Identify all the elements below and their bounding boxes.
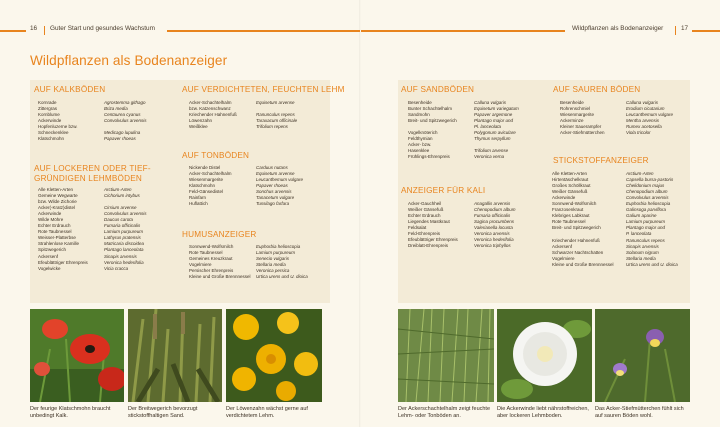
plant-list-item: Equisetum arvense bbox=[256, 100, 295, 105]
plant-list-item: Kleine und Große Brennnessel bbox=[552, 261, 614, 267]
plant-list-item: Spitzwegerich bbox=[38, 247, 67, 253]
plant-list-item: Sagina procumbens bbox=[474, 219, 515, 225]
plant-list-item: Briza media bbox=[104, 106, 128, 112]
plant-list-item: Sonchus arvensis bbox=[256, 189, 292, 195]
plant-list-item: Klebriges Labkraut bbox=[552, 213, 590, 219]
list-locker-common bbox=[38, 187, 88, 272]
plant-list-item: Leucanthemum vulgare bbox=[256, 177, 304, 183]
plant-list-item: Hopfenluzerne bzw. bbox=[38, 124, 78, 130]
plant-list-item: Arctium-Arten bbox=[104, 187, 132, 192]
plant-list-item: Chenopodium album bbox=[626, 189, 668, 195]
plant-list-item: Rote Taubnessel bbox=[38, 229, 72, 235]
caption-bindweed bbox=[497, 406, 593, 420]
plant-list-item: Feld-Ehrenpreis bbox=[408, 231, 441, 237]
list-locker-latin bbox=[104, 187, 147, 272]
plant-list-item: Ackersenf bbox=[38, 253, 59, 259]
right-chapter-title: Wildpflanzen als Bodenanzeiger bbox=[572, 25, 664, 32]
plant-list-item: Rohrenschmiel bbox=[560, 106, 591, 112]
plant-list-item: Veronica triphyllos bbox=[474, 243, 511, 249]
caption-plantain-line1: Der Breitwegerich bevorzugt bbox=[128, 406, 198, 412]
plant-list-item: Acker-Gauchheil bbox=[408, 201, 442, 206]
caption-pansy-line1: Das Acker-Stiefmütterchen fühlt sich bbox=[595, 406, 684, 412]
plant-list-item: Acker(-Kratz)distel bbox=[38, 205, 76, 211]
pansy-photo bbox=[595, 309, 690, 402]
plant-list-item: Sinapis arvensis bbox=[626, 243, 659, 249]
plant-list-item: Vogelwicke bbox=[38, 265, 61, 271]
plant-list-item: Plantago major und bbox=[474, 118, 514, 124]
right-page-number: 17 bbox=[681, 25, 689, 32]
plant-list-item: Calluna vulgaris bbox=[474, 100, 507, 105]
plant-list-item: Veronica hederifolia bbox=[104, 259, 144, 265]
plant-list-item: Gemeines Kreuzkraut bbox=[189, 256, 233, 262]
plant-list-item: Urtica urens und U. dioica bbox=[256, 274, 308, 280]
plant-list-item: Weißklee bbox=[189, 124, 208, 130]
poppy-photo bbox=[30, 309, 124, 402]
plant-list-item: Chenopodium album bbox=[474, 207, 516, 213]
plant-list-item: Löwenzahn bbox=[189, 118, 213, 124]
caption-plantain bbox=[128, 406, 224, 420]
heading-kalk: AUF KALKBÖDEN bbox=[34, 85, 106, 94]
plant-list-item: Arctium-Arten bbox=[626, 171, 654, 176]
caption-bindweed-line1: Die Ackerwinde liebt nährstoffreichen, bbox=[497, 406, 589, 412]
heading-locker bbox=[34, 164, 151, 183]
header-rule-left-outer bbox=[0, 30, 26, 32]
plant-list-item: bzw. Katzenschwanz bbox=[189, 106, 231, 112]
plant-list-item: Huflattich bbox=[189, 201, 208, 207]
plant-list-item: Mentha arvensis bbox=[626, 118, 660, 124]
plant-list-item: Papaver rhoeas bbox=[104, 136, 136, 142]
caption-horsetail bbox=[398, 406, 494, 420]
plant-list-item: Besenheide bbox=[560, 100, 584, 105]
plant-list-item: Ackersenf bbox=[552, 243, 573, 249]
plant-list-item: Papaver argemone bbox=[474, 112, 513, 118]
plant-list-item: Galium aparine bbox=[626, 213, 657, 219]
plant-list-item: Persischer Ehrenpreis bbox=[189, 268, 234, 274]
plant-list-item: Ranunculus repens bbox=[626, 237, 665, 243]
plant-list-item: Fumaria officinalis bbox=[104, 223, 141, 229]
dandelion-photo bbox=[226, 309, 322, 402]
plant-list-item: Sinapis arvensis bbox=[104, 253, 137, 259]
plant-list-item: Lamium purpureum bbox=[626, 219, 666, 225]
plant-list-item: Kornrade bbox=[38, 100, 57, 105]
plant-list-item: Rumex acetosella bbox=[626, 124, 662, 130]
plant-list-item: Convolvulus arvensis bbox=[104, 211, 147, 217]
plant-list-item: Strahlenlose Kamille bbox=[38, 241, 80, 247]
plant-list-item: Feldsalat bbox=[408, 225, 427, 231]
plantain-photo bbox=[128, 309, 222, 402]
list-sand-common bbox=[408, 100, 457, 160]
plant-list-item: Anagallis arvensis bbox=[474, 201, 511, 206]
plant-list-item: Centaurea cyanus bbox=[104, 112, 141, 118]
header-rule-right bbox=[361, 30, 565, 32]
plant-list-item: Kriechender Hahnenfuß bbox=[189, 112, 237, 118]
plant-list-item: Pl. lanceolata bbox=[474, 124, 502, 130]
list-humus-common bbox=[189, 244, 251, 280]
plant-list-item: Rainfarn bbox=[189, 195, 207, 201]
caption-pansy bbox=[595, 406, 691, 420]
plant-list-item: Matricaria discoidea bbox=[104, 241, 145, 247]
plant-list-item: Wilde Möhre bbox=[38, 217, 64, 223]
plant-list-item: Fumaria officinalis bbox=[474, 213, 511, 219]
plant-list-item: Franzosenkraut bbox=[552, 207, 584, 213]
plant-list-item: Vicia cracca bbox=[104, 265, 129, 271]
plant-list-item: Nickende Distel bbox=[189, 165, 221, 170]
plant-list-item: Efeublättriger Ehrenpreis bbox=[408, 237, 458, 243]
plant-list-item: Rote Taubnessel bbox=[189, 250, 223, 256]
plant-list-item: Weißer Gänsefuß bbox=[552, 189, 588, 195]
plant-list-item: Ranunculus repens bbox=[256, 112, 295, 118]
plant-list-item: Ackerwinde bbox=[552, 195, 576, 201]
plant-list-item: Bunter Schachtelhalm bbox=[408, 106, 453, 112]
plant-list-item: Trifolium repens bbox=[256, 124, 288, 130]
caption-dandelion bbox=[226, 406, 322, 420]
heading-locker-line1: AUF LOCKEREN ODER TIEF- bbox=[34, 164, 151, 173]
plant-list-item: Sonnwend-Wolfsmilch bbox=[189, 244, 234, 249]
plant-list-item: Urtica urens und U. dioica bbox=[626, 261, 678, 267]
plant-list-item: Breit- und Spitzwegerich bbox=[408, 118, 457, 124]
plant-list-item: Kleine und Große Brennnessel bbox=[189, 274, 251, 280]
plant-list-item: Lamium purpureum bbox=[256, 250, 296, 256]
plant-list-item: Gemeine Wegwarte bbox=[38, 193, 78, 199]
plant-list-item: Leucanthemum vulgare bbox=[626, 112, 674, 118]
plant-list-item: Valerianella locusta bbox=[474, 225, 513, 231]
plant-list-item: Zittergras bbox=[38, 106, 58, 112]
plant-list-item: Dreiblatt-Ehrenpreis bbox=[408, 243, 449, 249]
list-humus-latin bbox=[256, 244, 308, 280]
plant-list-item: Sandmohn bbox=[408, 112, 430, 118]
list-sauer-latin bbox=[626, 100, 673, 136]
heading-kali: ANZEIGER FÜR KALI bbox=[401, 186, 486, 195]
plant-list-item: Polygonum aviculare bbox=[474, 130, 516, 136]
heading-humus: HUMUSANZEIGER bbox=[182, 230, 257, 239]
plant-list-item: Klatschmohn bbox=[189, 183, 216, 189]
plant-list-item: Cichorium intybus bbox=[104, 193, 140, 199]
plant-list-item: Chelidonium majus bbox=[626, 183, 665, 189]
plant-list-item: Vogelmiere bbox=[552, 255, 575, 261]
heading-locker-line2: GRÜNDIGEN LEHMBÖDEN bbox=[34, 173, 142, 183]
plant-list-item: Agrostemma githago bbox=[104, 100, 146, 105]
plant-list-item: Veronica verna bbox=[474, 154, 505, 160]
plant-list-item: Liegendes Mastkraut bbox=[408, 219, 450, 225]
list-feucht-common bbox=[189, 100, 237, 130]
plant-list-item: Stellaria media bbox=[256, 262, 286, 268]
plant-list-item: bzw. Wilde Zichorie bbox=[38, 199, 77, 205]
header-divider-left bbox=[44, 26, 45, 35]
plant-list-item: Senecio vulgaris bbox=[256, 256, 290, 262]
plant-list-item: Equisetum variegatum bbox=[474, 106, 519, 112]
page-title: Wildpflanzen als Bodenanzeiger bbox=[30, 53, 228, 68]
plant-list-item: Carduus nutans bbox=[256, 165, 288, 170]
list-sauer-common bbox=[560, 100, 605, 136]
heading-ton: AUF TONBÖDEN bbox=[182, 151, 250, 160]
plant-list-item: Acker-Schachtelhalm bbox=[189, 171, 232, 177]
plant-list-item: Euphorbia helioscopia bbox=[626, 201, 671, 207]
plant-list-item: Convolvulus arvensis bbox=[626, 195, 669, 201]
plant-list-item: Hasenklee bbox=[408, 148, 430, 154]
plant-list-item: Wiesenmargerite bbox=[560, 112, 595, 118]
plant-list-item: Schneckenklee bbox=[38, 130, 69, 136]
plant-list-item: Lamium purpureum bbox=[104, 229, 144, 235]
plant-list-item: Alle Kletten-Arten bbox=[552, 171, 588, 176]
list-kalk-latin bbox=[104, 100, 147, 142]
plant-list-item: Trifolium arvense bbox=[474, 148, 509, 154]
plant-list-item: Tanacetum vulgare bbox=[256, 195, 295, 201]
caption-bindweed-line2: aber lockeren Lehmboden. bbox=[497, 413, 563, 420]
plant-list-item: P. lanceolata bbox=[626, 231, 652, 237]
plant-list-item: Plantago major und bbox=[626, 225, 666, 231]
plant-list-item: Acker-Stiefmütterchen bbox=[560, 130, 605, 136]
plant-list-item: Besenheide bbox=[408, 100, 432, 105]
plant-list-item: Sonnwend-Wolfsmilch bbox=[552, 201, 597, 207]
plant-list-item: Solanum nigrum bbox=[626, 249, 659, 255]
plant-list-item: Erodium cicutarium bbox=[626, 106, 665, 112]
bindweed-photo bbox=[497, 309, 592, 402]
list-ton-common bbox=[189, 165, 232, 207]
header-rule-left bbox=[167, 30, 360, 32]
list-stickstoff-common bbox=[552, 171, 614, 268]
plant-list-item: Tussilago farfara bbox=[256, 201, 290, 207]
plant-list-item: Viola tricolor bbox=[626, 130, 651, 136]
plant-list-item: Großes Schöllkraut bbox=[552, 183, 591, 189]
header-divider-right bbox=[675, 26, 676, 35]
plant-list-item: Rote Taubnessel bbox=[552, 219, 586, 225]
plant-list-item: Lathyrus pratensis bbox=[104, 235, 141, 241]
plant-list-item: Kleiner Sauerampfer bbox=[560, 124, 602, 130]
plant-list-item: Weisser-Platterbse bbox=[38, 235, 76, 241]
list-sand-latin bbox=[474, 100, 519, 160]
list-ton-latin bbox=[256, 165, 303, 207]
plant-list-item: Veronica arvensis bbox=[474, 231, 510, 237]
plant-list-item: Acker- bzw. bbox=[408, 142, 432, 148]
plant-list-item: Thymus serpyllum bbox=[474, 136, 511, 142]
plant-list-item: Acker-Schachtelhalm bbox=[189, 100, 232, 105]
plant-list-item: Hirtentäschelkraut bbox=[552, 177, 589, 183]
caption-horsetail-line2: Lehm- oder Tonböden an. bbox=[398, 413, 461, 420]
caption-dandelion-line2: verdichtetem Lehm. bbox=[226, 413, 275, 420]
plant-list-item: Echter Erdrauch bbox=[408, 213, 441, 219]
caption-dandelion-line1: Der Löwenzahn wächst gerne auf bbox=[226, 406, 308, 412]
caption-poppy-line1: Der feurige Klatschmohn braucht bbox=[30, 406, 111, 412]
plant-list-item: Frühlings-Ehrenpreis bbox=[408, 154, 450, 160]
caption-poppy-line2: unbedingt Kalk. bbox=[30, 413, 68, 420]
page-gutter bbox=[359, 0, 361, 427]
plant-list-item: Taraxacum officinale bbox=[256, 118, 298, 124]
plant-list-item: Stellaria media bbox=[626, 255, 656, 261]
plant-list-item: Feldthymian bbox=[408, 136, 433, 142]
plant-list-item: Euphorbia helioscopia bbox=[256, 244, 301, 249]
plant-list-item: Vogelmiere bbox=[189, 262, 212, 268]
plant-list-item: Kriechender Hahnenfuß bbox=[552, 237, 600, 243]
plant-list-item: Capsella bursa-pastoris bbox=[626, 177, 674, 183]
left-chapter-title: Guter Start und gesundes Wachstum bbox=[50, 25, 155, 32]
heading-feucht: AUF VERDICHTETEN, FEUCHTEN LEHM bbox=[182, 85, 345, 94]
list-stickstoff-latin bbox=[626, 171, 678, 268]
header-rule-right-outer bbox=[692, 30, 720, 32]
heading-stickstoff: STICKSTOFFANZEIGER bbox=[553, 156, 649, 165]
horsetail-photo bbox=[398, 309, 494, 402]
plant-list-item: Ackerwinde bbox=[38, 211, 62, 217]
plant-list-item: Equisetum arvense bbox=[256, 171, 295, 177]
plant-list-item: Ackerwinde bbox=[38, 118, 62, 124]
plant-list-item: Alle Kletten-Arten bbox=[38, 187, 74, 192]
left-page-number: 16 bbox=[30, 25, 38, 32]
plant-list-item: Papaver rhoeas bbox=[256, 183, 288, 189]
list-kali-common bbox=[408, 201, 458, 249]
plant-list-item: Ackerminze bbox=[560, 118, 584, 124]
caption-horsetail-line1: Der Ackerschachtelhalm zeigt feuchte bbox=[398, 406, 491, 412]
plant-list-item: Veronica persica bbox=[256, 268, 290, 274]
plant-list-item: Kornblume bbox=[38, 112, 60, 118]
plant-list-item: Galinsoga parviflora bbox=[626, 207, 667, 213]
plant-list-item: Vogelknöterich bbox=[408, 130, 438, 136]
caption-poppy bbox=[30, 406, 126, 420]
plant-list-item: Veronica hederifolia bbox=[474, 237, 514, 243]
plant-list-item: Daucus carota bbox=[104, 217, 134, 223]
plant-list-item: Echter Erdrauch bbox=[38, 223, 71, 229]
plant-list-item: Feld-Gänsedistel bbox=[189, 189, 224, 195]
plant-list-item: Breit- und Spitzwegerich bbox=[552, 225, 601, 231]
plant-list-item: Klatschmohn bbox=[38, 136, 65, 142]
list-feucht-latin bbox=[256, 100, 297, 130]
plant-list-item: Cirsium arvense bbox=[104, 205, 137, 211]
list-kalk-common bbox=[38, 100, 78, 142]
plant-list-item: Convolvulus arvensis bbox=[104, 118, 147, 124]
plant-list-item: Wiesenmargerite bbox=[189, 177, 224, 183]
heading-sauer: AUF SAUREN BÖDEN bbox=[553, 85, 641, 94]
caption-plantain-line2: stickstoffhaltigen Sand. bbox=[128, 413, 185, 420]
plant-list-item: Weißer Gänsefuß bbox=[408, 207, 444, 213]
list-kali-latin bbox=[474, 201, 516, 249]
plant-list-item: Efeublättriger Ehrenpreis bbox=[38, 259, 88, 265]
plant-list-item: Calluna vulgaris bbox=[626, 100, 659, 105]
plant-list-item: Plantago lanceolata bbox=[104, 247, 144, 253]
caption-pansy-line2: auf sauren Böden wohl. bbox=[595, 413, 653, 420]
plant-list-item: Medicago lupulina bbox=[104, 130, 141, 136]
plant-list-item: Schwarzer Nachtschatten bbox=[552, 249, 604, 255]
heading-sand: AUF SANDBÖDEN bbox=[401, 85, 475, 94]
